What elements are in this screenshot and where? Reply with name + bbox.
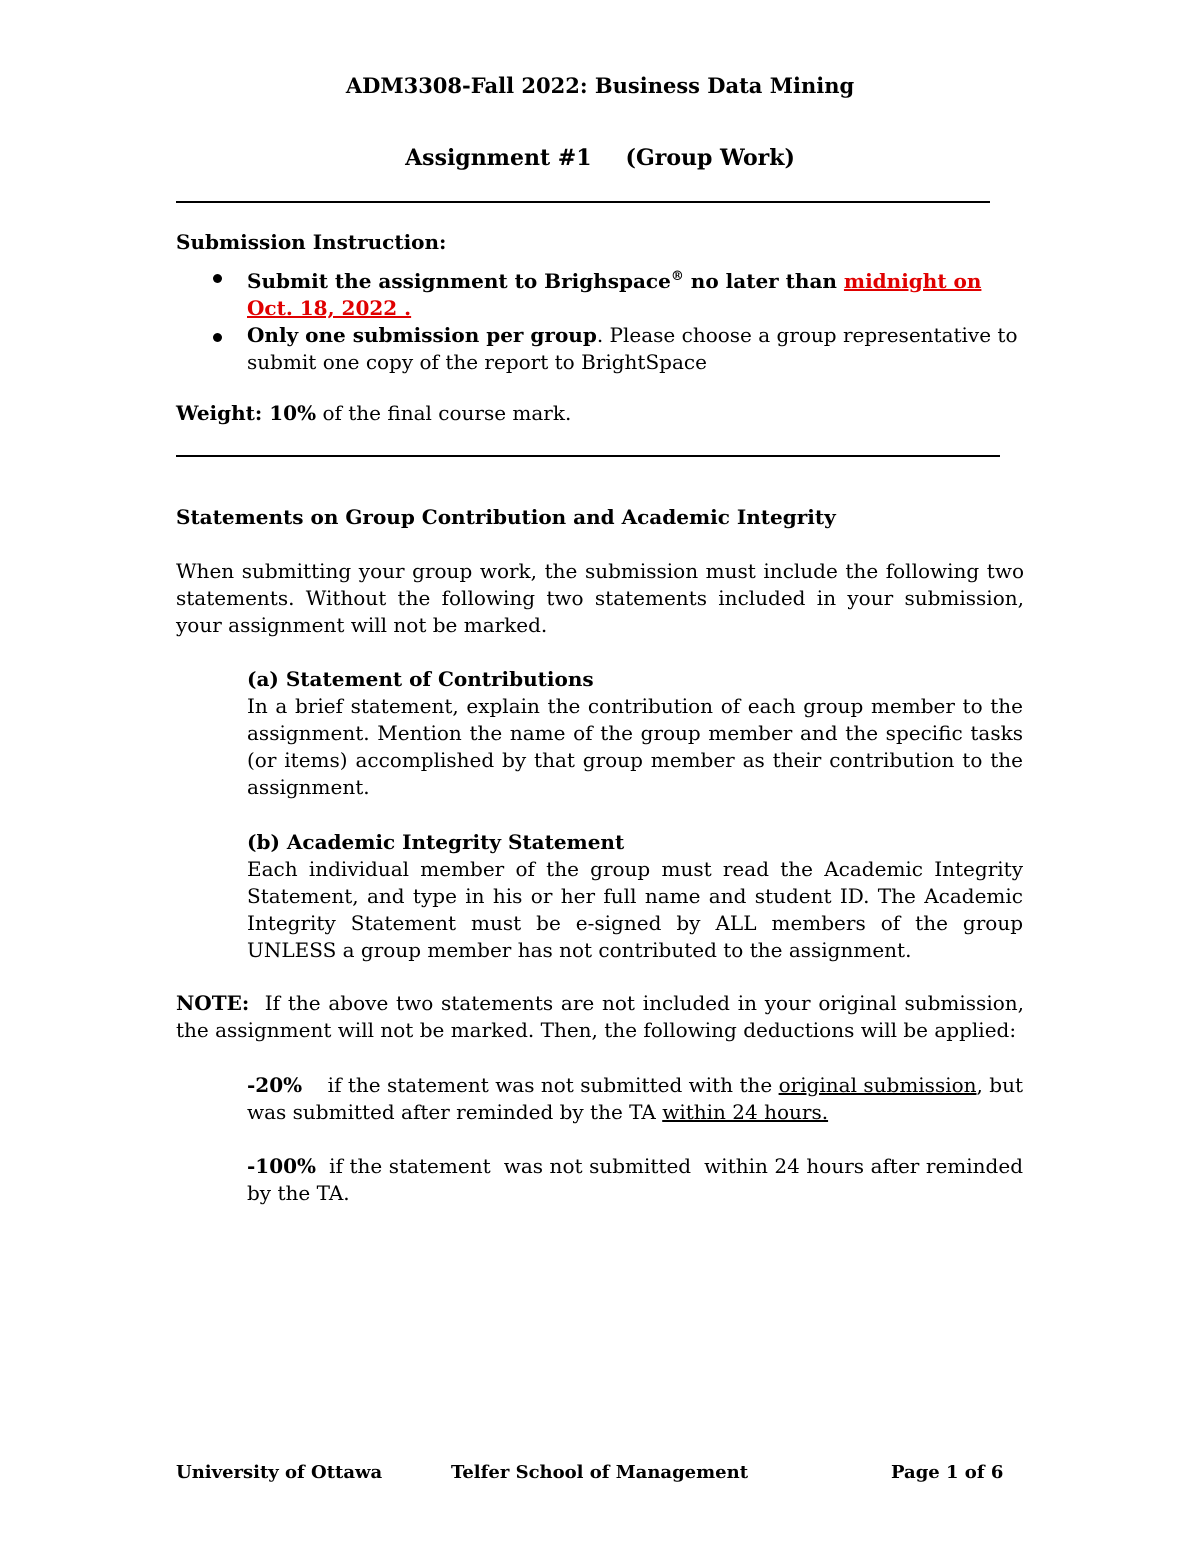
course-title: ADM3308-Fall 2022: Business Data Mining (345, 73, 855, 98)
assignment-title (0, 145, 1200, 172)
registered-mark: ® (670, 269, 684, 284)
statements-intro: When submitting your group work, the submission must include the following two statements. Without the following two statements included in your submission, your assignment will not be marked. (176, 559, 1024, 637)
divider-bottom (176, 455, 1000, 457)
section-integrity (247, 829, 1023, 964)
deduction-100: -100% if the statement was not submitted within 24 hours after reminded by the TA. (247, 1154, 1030, 1205)
weight-line: Weight: 10% of the final course mark. (176, 401, 572, 425)
contributions-body: In a brief statement, explain the contribution of each group member to the assignment. Mention the name of the group member and the specific tasks (or items) accomplished by that group member as their contribution to the assignment. (247, 694, 1023, 799)
statements-heading: Statements on Group Contribution and Academic Integrity (176, 505, 836, 529)
footer-university: University of Ottawa (176, 1462, 383, 1483)
integrity-body: Each individual member of the group must read the Academic Integrity Statement, and type in his or her full name and student ID. The Academic Integrity Statement must be e-signed by ALL members of the group UNLESS a group member has not contributed to the assignment. (247, 857, 1023, 962)
divider-top (176, 201, 990, 203)
submission-heading: Submission Instruction: (176, 230, 447, 254)
assignment-number: Assignment #1 (405, 145, 592, 171)
deduction-20: -20% if the statement was not submitted with the original submission, but was submitted after reminded by the TA within 24 hours. (247, 1073, 1030, 1124)
footer-page-number: Page 1 of 6 (891, 1462, 1004, 1483)
footer-school: Telfer School of Management (451, 1462, 749, 1483)
group-work-label: (Group Work) (625, 145, 795, 171)
bullet-icon (213, 333, 222, 342)
contributions-title: (a) Statement of Contributions (247, 667, 594, 691)
submission-list (176, 263, 1024, 376)
deadline-text: midnight on Oct. 18, 2022 . (247, 269, 982, 320)
submission-bullet-deadline: Submit the assignment to Brighspace® no later than midnight on Oct. 18, 2022 . (176, 263, 1024, 322)
note-paragraph: NOTE: If the above two statements are not included in your original submission, the assignment will not be marked. Then, the following deductions will be applied: (176, 991, 1031, 1042)
integrity-title: (b) Academic Integrity Statement (247, 830, 625, 854)
submission-bullet-one-per-group: Only one submission per group. Please choose a group representative to submit one copy of the report to BrightSpace (176, 322, 1024, 376)
section-contributions (247, 666, 1023, 801)
bullet-icon (213, 274, 222, 283)
